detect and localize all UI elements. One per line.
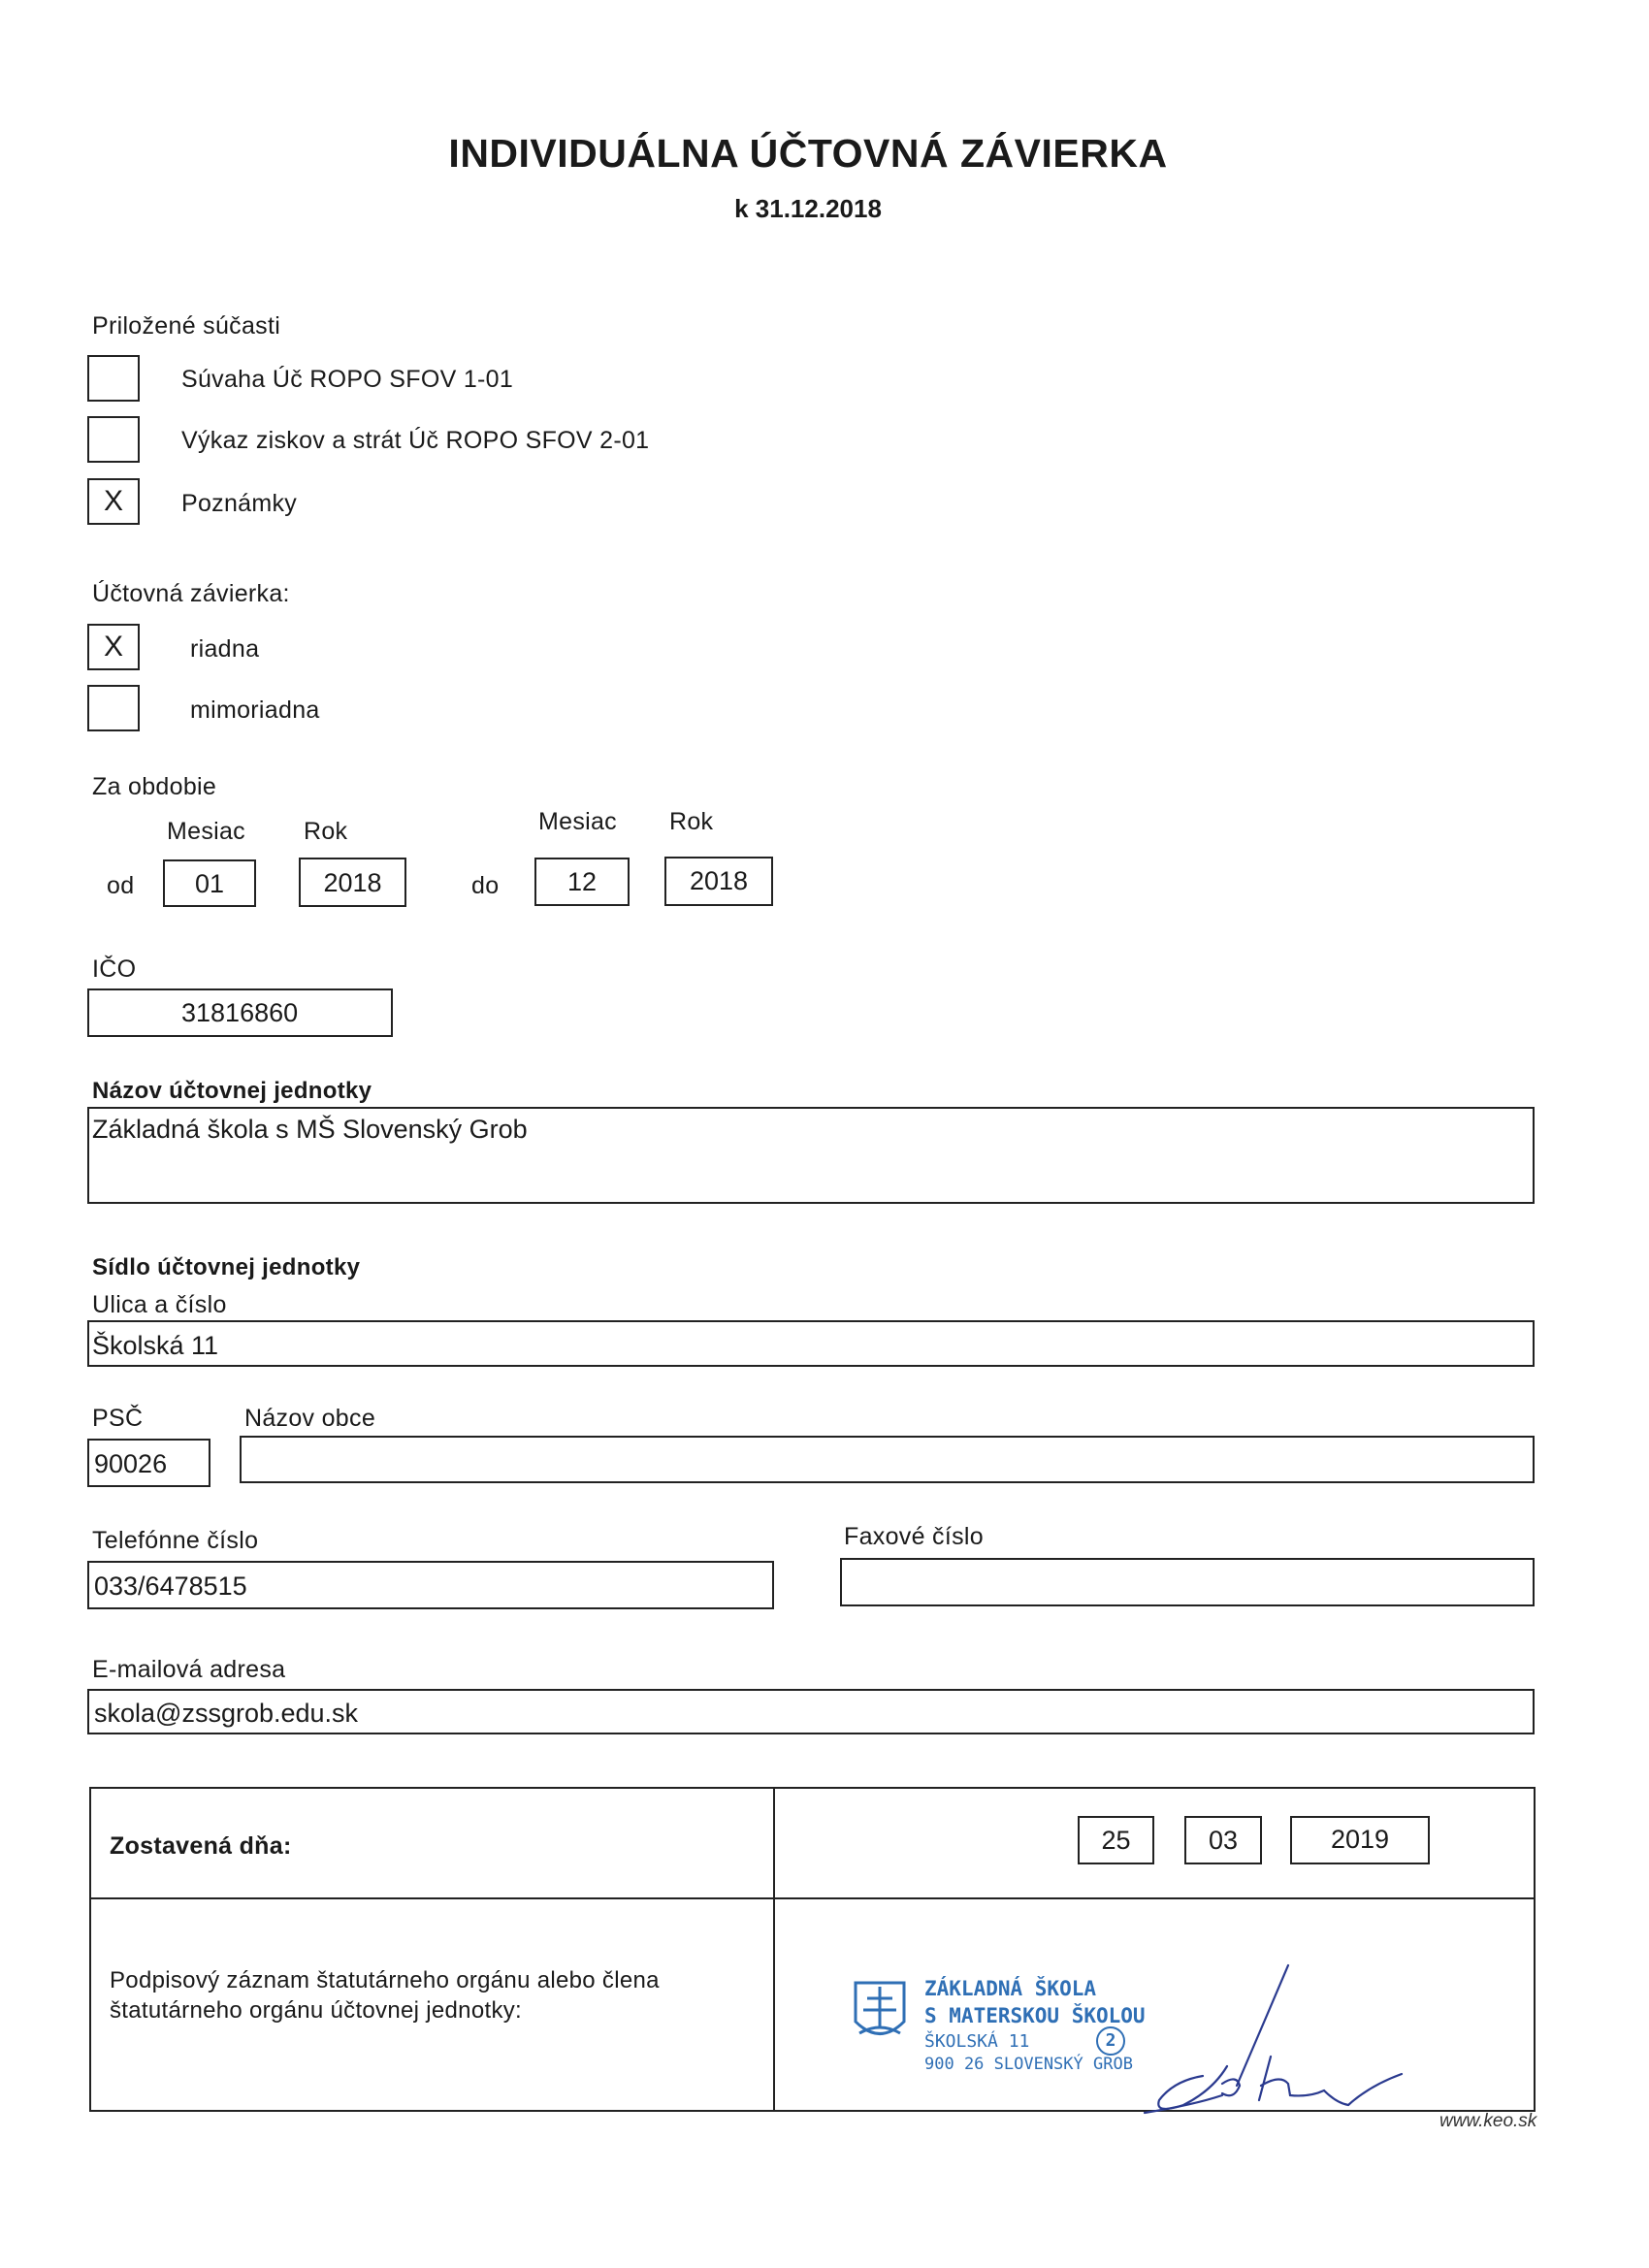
zip-value: 90026 [94, 1449, 168, 1478]
street-field[interactable] [87, 1320, 1535, 1367]
attachment-checkbox-income-statement[interactable] [87, 416, 140, 463]
street-label: Ulica a číslo [92, 1291, 227, 1318]
compiled-day-value: 25 [1101, 1826, 1131, 1855]
email-field[interactable] [87, 1689, 1535, 1734]
fax-field[interactable] [840, 1558, 1535, 1606]
zip-label: PSČ [92, 1405, 144, 1432]
email-value: skola@zssgrob.edu.sk [94, 1699, 359, 1728]
phone-value: 033/6478515 [94, 1571, 247, 1601]
period-to-year-label: Rok [669, 808, 714, 835]
period-to-month-label: Mesiac [538, 808, 617, 835]
period-from-month-field[interactable] [163, 859, 256, 907]
closing-label-regular: riadna [190, 635, 260, 663]
period-to-year-value: 2018 [689, 866, 749, 895]
entity-name-value: Základná škola s MŠ Slovenský Grob [92, 1115, 528, 1144]
attachment-label-balance-sheet: Súvaha Úč ROPO SFOV 1-01 [181, 366, 514, 393]
compiled-month-value: 03 [1208, 1826, 1239, 1855]
zip-field[interactable] [87, 1439, 210, 1487]
ico-label: IČO [92, 956, 137, 983]
compiled-year-value: 2019 [1330, 1825, 1390, 1854]
phone-label: Telefónne číslo [92, 1527, 259, 1554]
period-to-month-value: 12 [566, 867, 598, 896]
handwritten-signature [1116, 1960, 1416, 2134]
compiled-year-field[interactable] [1290, 1816, 1430, 1864]
stamp-line1: ZÁKLADNÁ ŠKOLA [924, 1977, 1097, 2000]
footer-site: www.keo.sk [1439, 2111, 1537, 2131]
stamp-line3: ŠKOLSKÁ 11 [924, 2031, 1030, 2052]
closing-checkbox-regular[interactable]: X [87, 624, 140, 670]
period-from-year-label: Rok [304, 818, 348, 845]
period-from-year-value: 2018 [323, 868, 382, 897]
phone-field[interactable] [87, 1561, 774, 1609]
compiled-day-field[interactable] [1078, 1816, 1154, 1864]
signature-table-divider-vertical [773, 1787, 775, 2112]
stamp-emblem-icon [846, 1973, 914, 2060]
stamp-number: 2 [1096, 2026, 1125, 2056]
ico-field[interactable] [87, 988, 393, 1037]
address-label: Sídlo účtovnej jednotky [92, 1254, 361, 1280]
signature-label-line1: Podpisový záznam štatutárneho orgánu alebo člena [110, 1967, 660, 1993]
period-to-month-field[interactable] [534, 858, 630, 906]
compiled-label: Zostavená dňa: [110, 1832, 292, 1860]
closing-label-extraordinary: mimoriadna [190, 697, 320, 724]
closing-checkbox-extraordinary[interactable] [87, 685, 140, 731]
period-to-label: do [471, 872, 500, 899]
document-title: INDIVIDUÁLNA ÚČTOVNÁ ZÁVIERKA [448, 131, 1168, 176]
attachment-checkbox-notes[interactable]: X [87, 478, 140, 525]
attachment-checkbox-balance-sheet[interactable] [87, 355, 140, 402]
document-date: k 31.12.2018 [734, 194, 882, 223]
period-label: Za obdobie [92, 773, 217, 800]
signature-label-line2: štatutárneho orgánu účtovnej jednotky: [110, 1997, 523, 2024]
period-from-label: od [107, 872, 135, 899]
period-from-month-value: 01 [194, 869, 225, 898]
closing-type-label: Účtovná závierka: [92, 580, 290, 607]
period-from-year-field[interactable] [299, 858, 406, 907]
city-label: Názov obce [244, 1405, 376, 1432]
street-value: Školská 11 [92, 1331, 219, 1360]
entity-name-field[interactable] [87, 1107, 1535, 1204]
email-label: E-mailová adresa [92, 1656, 286, 1683]
city-field[interactable] [240, 1436, 1535, 1483]
attachments-label: Priložené súčasti [92, 312, 281, 340]
compiled-month-field[interactable] [1184, 1816, 1262, 1864]
period-to-year-field[interactable] [664, 857, 773, 906]
stamp-line2: S MATERSKOU ŠKOLOU [924, 2004, 1146, 2027]
period-from-month-label: Mesiac [167, 818, 245, 845]
signature-table-divider-horizontal [89, 1897, 1536, 1899]
ico-value: 31816860 [181, 998, 299, 1027]
attachment-label-income-statement: Výkaz ziskov a strát Úč ROPO SFOV 2-01 [181, 427, 650, 454]
stamp-line4: 900 26 SLOVENSKÝ GROB [924, 2055, 1133, 2074]
fax-label: Faxové číslo [844, 1523, 984, 1550]
attachment-label-notes: Poznámky [181, 490, 298, 517]
entity-name-label: Názov účtovnej jednotky [92, 1078, 372, 1104]
